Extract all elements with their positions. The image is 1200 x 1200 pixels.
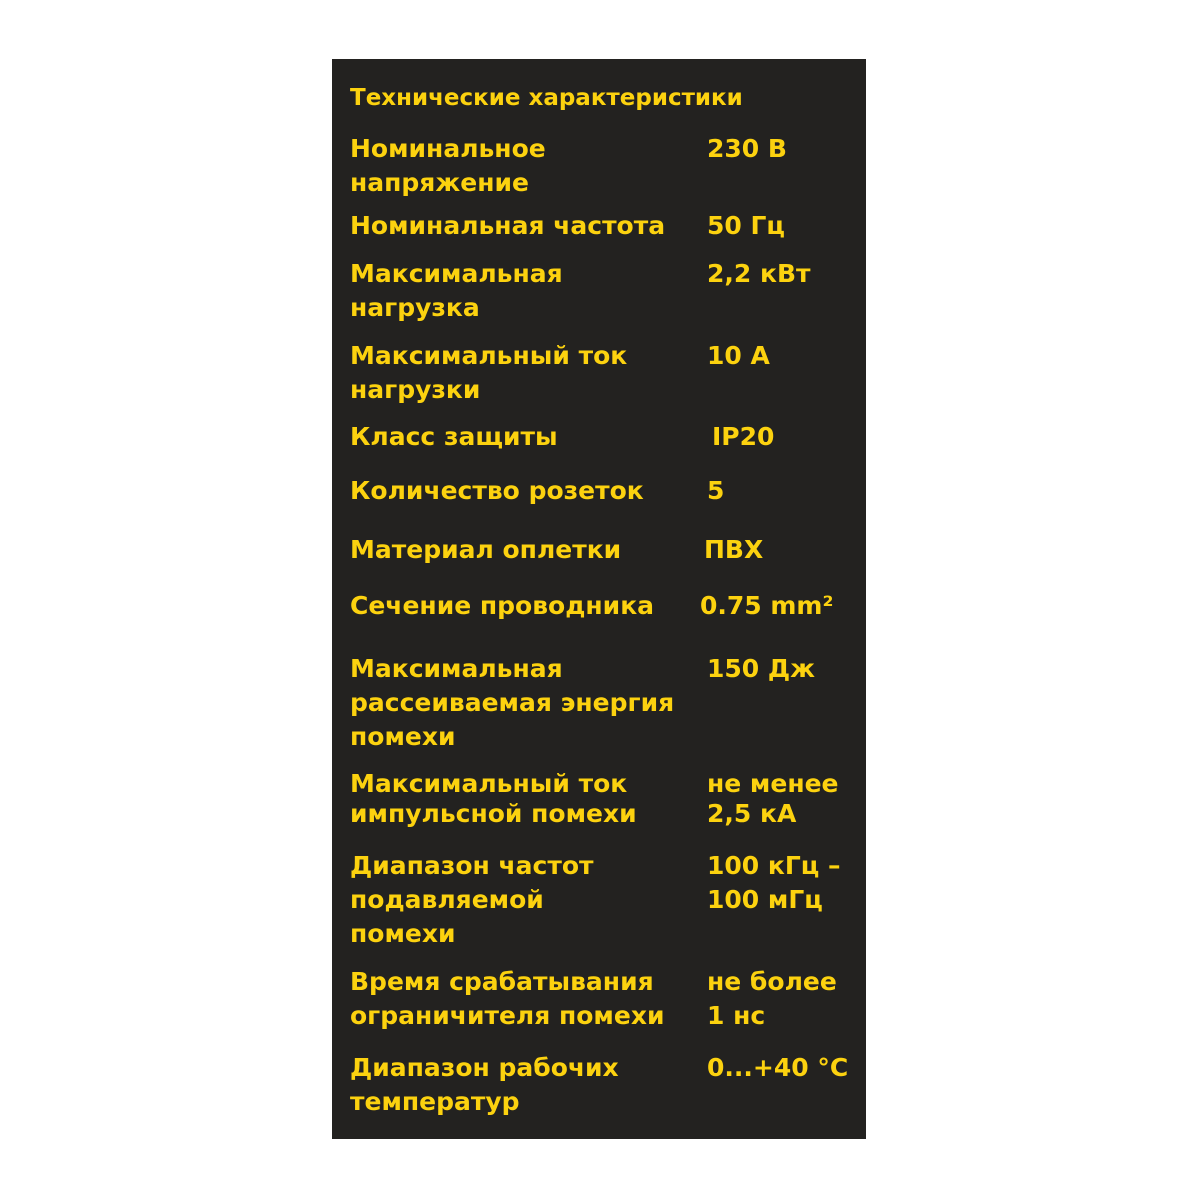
spec-label: Время срабатывания ограничителя помехи <box>350 967 665 1030</box>
spec-value: 0.75 mm² <box>700 591 834 620</box>
spec-panel <box>332 59 866 1139</box>
spec-value: 150 Дж <box>707 654 816 683</box>
spec-value: 100 кГц – 100 мГц <box>707 851 841 914</box>
spec-value: 5 <box>707 476 725 505</box>
spec-value: ПВХ <box>704 535 764 564</box>
spec-label: Диапазон рабочих температур <box>350 1053 619 1116</box>
spec-value: 2,2 кВт <box>707 259 811 288</box>
spec-label: Максимальная рассеиваемая энергия помехи <box>350 654 675 751</box>
spec-value: не более 1 нс <box>707 967 837 1030</box>
spec-value: 0...+40 °С <box>707 1053 849 1082</box>
spec-label: Диапазон частот подавляемой помехи <box>350 851 594 948</box>
spec-value: не менее 2,5 кА <box>707 769 839 828</box>
spec-value: 50 Гц <box>707 211 785 240</box>
spec-value: 230 В <box>707 134 787 163</box>
spec-label: Сечение проводника <box>350 591 655 620</box>
spec-label: Максимальный ток импульсной помехи <box>350 769 637 828</box>
spec-label: Максимальный ток нагрузки <box>350 341 628 404</box>
spec-label: Материал оплетки <box>350 535 622 564</box>
panel-title: Технические характеристики <box>350 85 743 111</box>
spec-label: Количество розеток <box>350 476 644 505</box>
spec-label: Класс защиты <box>350 422 558 451</box>
spec-value: 10 А <box>707 341 770 370</box>
spec-label: Номинальная частота <box>350 211 666 240</box>
spec-label: Номинальное напряжение <box>350 134 546 197</box>
spec-value: IP20 <box>712 422 775 451</box>
spec-label: Максимальная нагрузка <box>350 259 563 322</box>
